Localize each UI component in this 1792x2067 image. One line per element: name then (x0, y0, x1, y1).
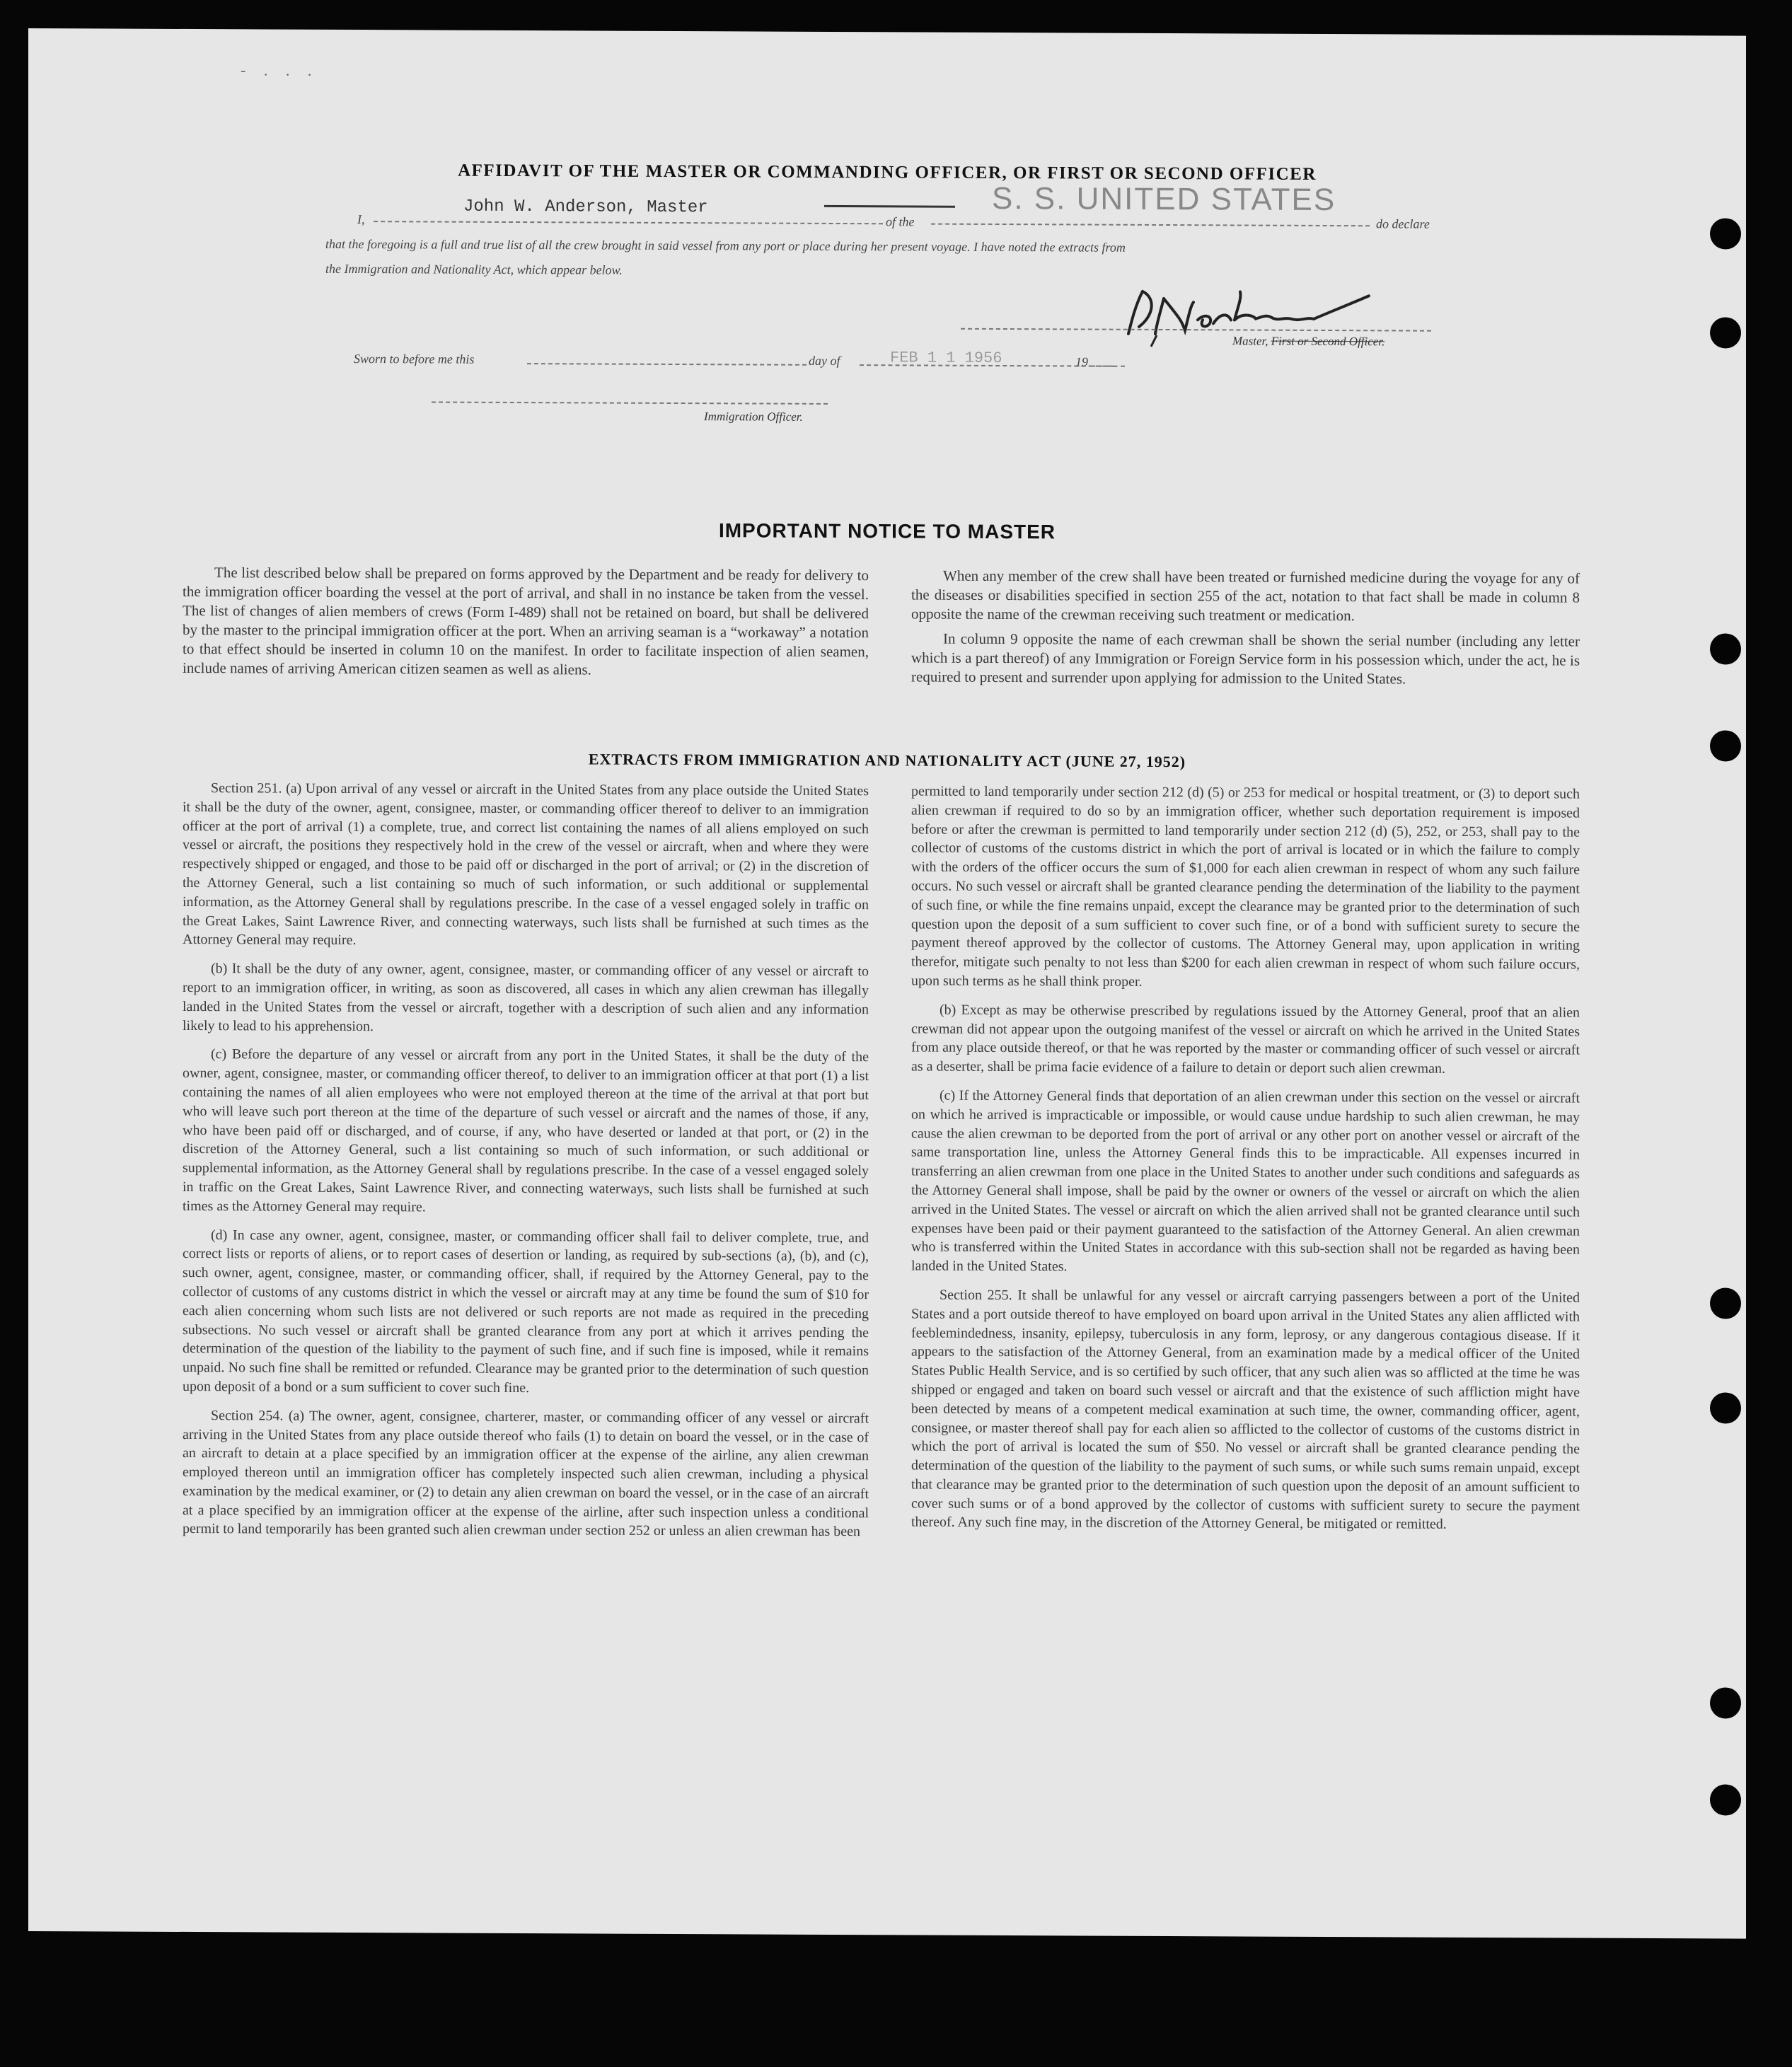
day-of-label: day of (809, 353, 840, 369)
extracts-right-column (911, 782, 1580, 1544)
year-line (1091, 366, 1125, 367)
extracts-left-column (183, 779, 869, 1552)
sworn-label: Sworn to before me this (354, 352, 475, 366)
section-254-b: (b) Except as may be otherwise prescribed by regulations issued by the Attorney General, proof that an alien crewman did not appear upon the outgoing manifest of the vessel or aircraft on which he arrived in the United States from any place outside thereof, or that he was reported by the master or commanding officer of such vessel or aircraft as a deserter, shall be prima facie evidence of a failure to detain or deport such alien crewman. (911, 1002, 1580, 1077)
caption-struck-officer: First or Second Officer. (1271, 334, 1385, 349)
caption-master: Master, (1232, 334, 1268, 348)
punch-hole-icon (1710, 633, 1741, 664)
year-label: 19 (1075, 354, 1088, 369)
punch-hole-icon (1710, 317, 1741, 348)
punch-hole-icon (1710, 1687, 1741, 1718)
punch-hole-icon (1710, 218, 1741, 249)
affidavit-line-3: the Immigration and Nationality Act, which appear below. (325, 261, 623, 277)
signature-caption (1232, 334, 1385, 349)
extracts-title: EXTRACTS FROM IMMIGRATION AND NATIONALITY ACT (JUNE 27, 1952) (588, 750, 1186, 771)
section-254-c: (c) If the Attorney General finds that deportation of an alien crewman under this section on the vessel or aircraft on which he arrived is impracticable or impossible, or would cause undue hardship to such alien crewman, he may cause the alien crewman to be deported from the port of arrival or any other port on another vessel or aircraft of the same transportation line, unless the Attorney General finds this to be impracticable. All expenses incurred in transferring an alien crewman from one place in the United States to another under such conditions and safeguards as the Attorney General shall impose, shall be paid by the owner or owners of the vessel or aircraft on which the alien arrived in the United States. The vessel or aircraft on which the alien arrived shall not be granted clearance until such expenses have been paid or their payment guaranteed to the satisfaction of the Attorney General. An alien crewman who is transferred within the United States in accordance with this sub-section shall not be regarded as having been landed in the United States. (911, 1087, 1580, 1275)
name-line (374, 221, 883, 224)
section-251-a: Section 251. (a) Upon arrival of any vessel or aircraft in the United States from any place outside the United States it shall be the duty of the owner, agent, consignee, master, or commanding officer thereof to deliver to an immigration officer at the port of arrival (1) a complete, true, and correct list containing the names of all aliens employed on such vessel or aircraft, the positions they respectively hold in the crew of the vessel or aircraft, when and where they were respectively shipped or engaged, and those to be paid off or discharged in the port of arrival; or (2) in the discretion of the Attorney General, such a list containing so much of such information, or such additional or supplemental information, as the Attorney General shall by regulations prescribe. In the case of a vessel engaged solely in traffic on the Great Lakes, Saint Lawrence River, and connecting waterways, such lists shall be furnished at such times as the Attorney General may require. (183, 780, 869, 949)
of-the-label: of the (886, 214, 915, 229)
notice-left-column (183, 563, 869, 686)
affidavit-line-2: that the foregoing is a full and true list of all the crew brought in said vessel from any port or place during her present voyage. I have noted the extracts from (325, 236, 1126, 255)
affidavit-title: AFFIDAVIT OF THE MASTER OR COMMANDING OFFICER, OR FIRST OR SECOND OFFICER (458, 161, 1317, 184)
section-254-a: Section 254. (a) The owner, agent, consignee, charterer, master, or commanding officer of any vessel or aircraft arriving in the United States from any place outside thereof who fails (1) to detain on board the vessel, or in the case of an aircraft to detain at a place specified by an immigration officer at the expense of the airline, any alien crewman employed thereon until an immigration officer has completely inspected such alien crewman, including a physical examination by the medical examiner, or (2) to detain any alien crewman on board the vessel, or in the case of an aircraft at a place specified by an immigration officer at the expense of the airline, after such inspection unless a conditional permit to land temporarily has been granted such alien crewman under section 252 or unless an alien crewman has been (183, 1407, 869, 1540)
notice-right-paragraph-2: In column 9 opposite the name of each crewman shall be shown the serial number (including any letter which is a part thereof) of any Immigration or Foreign Service form in his possession which, under the act, he is required to present and surrender upon applying for admission to the United States. (911, 630, 1580, 688)
master-name-field: John W. Anderson, Master (463, 197, 708, 218)
section-251-d: (d) In case any owner, agent, consignee, master, or commanding officer shall fail to deliver complete, true, and correct lists or reports of aliens, or to report cases of desertion or landing, as required by sub-sections (a), (b), and (c), such owner, agent, consignee, master, or commanding officer, shall, if required by the Attorney General, pay to the collector of customs of any customs district in which the vessel or aircraft may at any time be found the sum of $10 for each alien concerning whom such lists are not delivered or such reports are not made as required in the preceding subsections. No such vessel or aircraft shall be granted clearance from any port at which it arrives pending the determination of the question of the liability to the payment of such fine, and if such fine is imposed, while it remains unpaid. No such fine shall be remitted or refunded. Clearance may be granted prior to the determination of such question upon deposit of a bond or a sum sufficient to cover such fine. (183, 1227, 869, 1396)
document-page (28, 28, 1746, 1939)
section-251-c: (c) Before the departure of any vessel or aircraft from any port in the United States, it shall be the duty of the owner, agent, consignee, master, or commanding officer thereof, to deliver to an immigration officer at that port (1) a list containing the names of all alien employees who were not employed thereon at the time of the arrival at that port but who will leave such port thereon at the time of the departure of such vessel or aircraft and the names of those, if any, who have been paid off or discharged, and of course, if any, who have deserted or landed at that port, or (2) in the discretion of the Attorney General, such a list containing so much of such information, or such additional or supplemental information, as the Attorney General shall by regulations prescribe. In the case of a vessel engaged solely in traffic on the Great Lakes, Saint Lawrence River, and connecting waterways, such lists shall be furnished at such times as the Attorney General may require. (183, 1046, 869, 1215)
notice-right-paragraph-1: When any member of the crew shall have been treated or furnished medicine during the voyage for any of the diseases or disabilities specified in section 255 of the act, notation to that fact shall be made in column 8 opposite the name of the crewman receiving such treatment or medication. (911, 567, 1580, 625)
do-declare-label: do declare (1376, 216, 1430, 231)
date-stamp: FEB 1 1 1956 (890, 349, 1002, 368)
vessel-stamp: S. S. UNITED STATES (992, 180, 1336, 218)
vessel-line (931, 224, 1370, 227)
punch-hole-icon (1710, 1287, 1741, 1319)
notice-title: IMPORTANT NOTICE TO MASTER (718, 519, 1056, 543)
punch-hole-icon (1710, 1392, 1741, 1423)
section-251-b: (b) It shall be the duty of any owner, agent, consignee, master, or commanding officer of any vessel or aircraft to report to an immigration officer, in writing, as soon as discovered, all cases in which any alien crewman has illegally landed in the United States from the vessel or aircraft, together with a description of such alien and any information likely to lead to his apprehension. (183, 961, 869, 1034)
section-255: Section 255. It shall be unlawful for any vessel or aircraft carrying passengers between a port of the United States and a port outside thereof to have employed on board upon arrival in the United States any alien afflicted with feeblemindedness, insanity, epilepsy, tuberculosis in any form, leprosy, or any dangerous contagious disease. If it appears to the satisfaction of the Attorney General, from an examination made by a medical officer of the United States Public Health Service, and is so certified by such officer, that any such alien was so afflicted at the time he was shipped or engaged and taken on board such vessel or aircraft and that the existence of such affliction might have been detected by means of a competent medical examination at such time, the owner, commanding officer, agent, consignee, or master thereof shall pay for each alien so afflicted to the collector of customs of the customs district in which the port of arrival is located the sum of $50. No vessel or aircraft shall be granted clearance pending the determination of the question of the liability to the payment of such sums, or while such sums remain unpaid, except that clearance may be granted prior to the determination of such question upon the deposit of an amount sufficient to cover such sums or of a bond approved by the collector of customs with sufficient surety to secure the payment thereof. Any such fine may, in the discretion of the Attorney General, be mitigated or remitted. (911, 1287, 1580, 1533)
title-rule (824, 205, 955, 208)
officer-line (432, 401, 828, 404)
notice-left-paragraph: The list described below shall be prepared on forms approved by the Department and be ready for delivery to the immigration officer boarding the vessel at the port of arrival, and shall in no instance be taken from the vessel. The list of changes of alien members of crews (Form I-489) shall not be retained on board, but shall be delivered by the master to the principal immigration officer at the port. When an arriving seaman is a “workaway” a notation to that effect should be inserted in column 10 on the manifest. In order to facilitate inspection of alien seamen, include names of arriving American citizen seamen as well as aliens. (183, 564, 869, 678)
immigration-officer-caption: Immigration Officer. (704, 410, 803, 424)
punch-hole-icon (1710, 1784, 1741, 1815)
notice-right-column (911, 566, 1580, 695)
section-254-a-cont: permitted to land temporarily under section 212 (d) (5) or 253 for medical or hospital treatment, or (3) to deport such alien crewman if required to do so by an immigration officer, whether such deportation requirement is imposed before or after the crewman is permitted to land temporarily under section 212 (d) (5), 252, or 253, shall pay to the collector of customs of the customs district in which the port of arrival is located or in which the failure to comply with the orders of the officer occurs the sum of $1,000 for each alien crewman in respect of whom any such failure occurs. No such vessel or aircraft shall be granted clearance pending the determination of the liability to the payment of such fine, or while the fine remains unpaid, except the clearance may be granted prior to the determination of such question upon the deposit of a sum sufficient to cover such fine, or of a bond with sufficient surety to secure the payment thereof approved by the collector of customs. The Attorney General may, upon application in writing therefor, mitigate such penalty to not less than $200 for each alien crewman in respect of whom such failure occurs, upon such terms as he shall think proper. (911, 783, 1580, 990)
i-label: I, (357, 212, 365, 227)
corner-marks: - . . . (241, 61, 319, 79)
sworn-day-line (527, 363, 807, 366)
